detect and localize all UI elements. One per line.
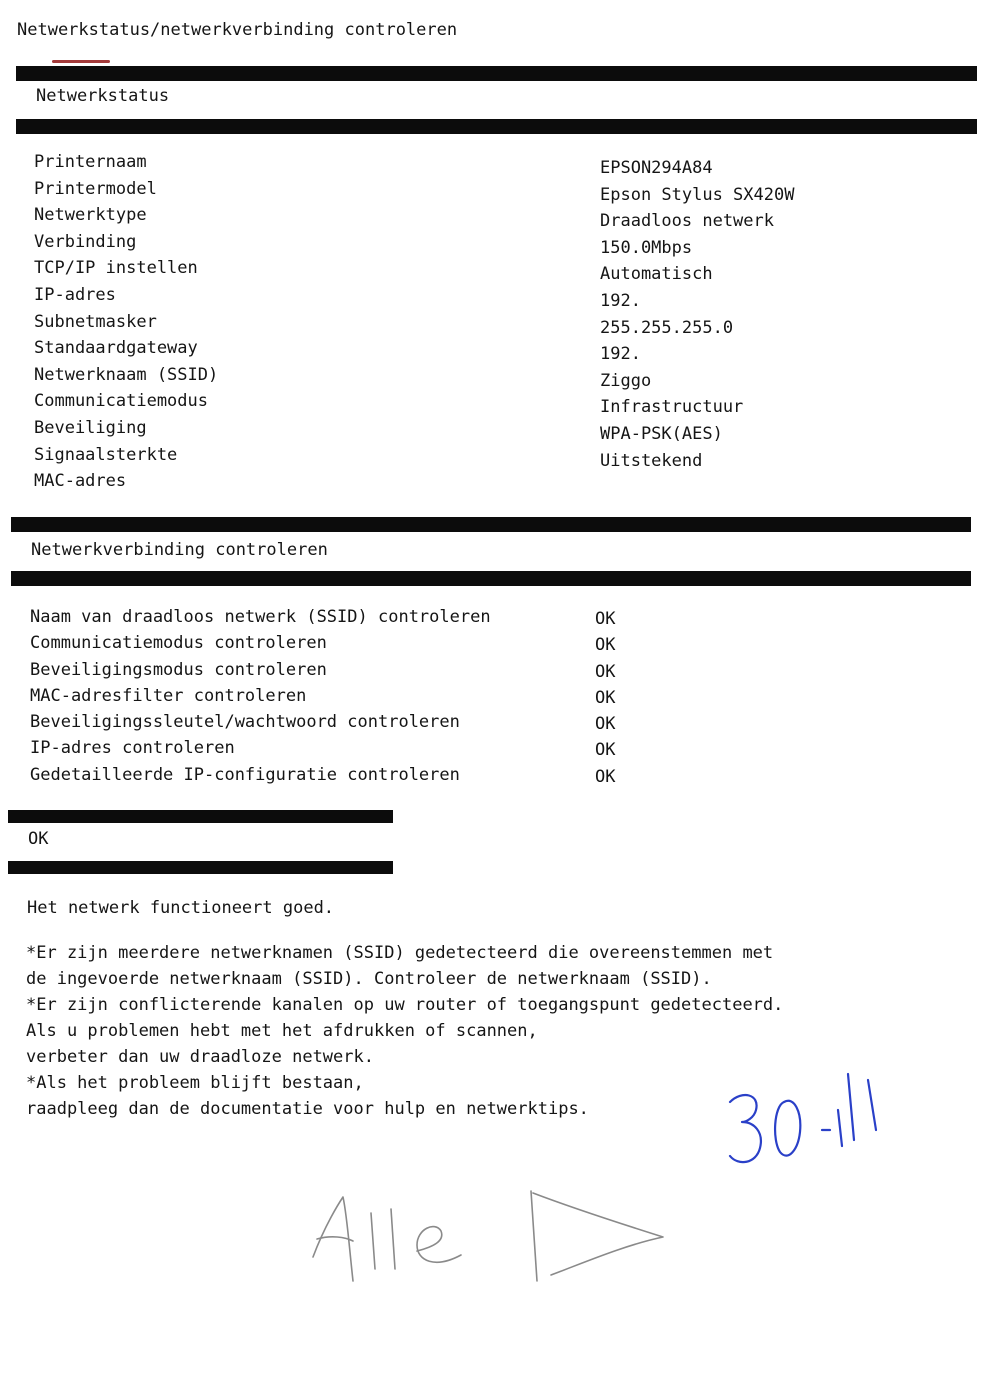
status-value: Infrastructuur: [600, 397, 744, 418]
status-label: Communicatiemodus: [34, 391, 208, 412]
check-result: OK: [595, 687, 616, 708]
status-value: EPSON294A84: [600, 158, 713, 178]
status-label: Signaalsterkte: [34, 444, 178, 465]
check-result: OK: [595, 714, 616, 735]
status-value: 192.: [600, 344, 641, 365]
status-label: Verbinding: [34, 231, 137, 252]
check-item-list: [30, 604, 491, 788]
check-item: Communicatiemodus controleren: [30, 633, 327, 654]
pencil-signature-strokes: [313, 1191, 663, 1281]
note-line: *Er zijn meerdere netwerknamen (SSID) gedetecteerd die overeenstemmen met: [26, 943, 774, 963]
check-item: Beveiligingsmodus controleren: [30, 659, 327, 680]
handwritten-date-strokes: [730, 1074, 876, 1162]
status-label: Netwerknaam (SSID): [34, 364, 219, 385]
status-value: 192.: [600, 290, 641, 311]
status-value: Ziggo: [600, 370, 652, 391]
handwritten-date: [720, 1060, 900, 1180]
result-heading: OK: [28, 829, 49, 849]
status-label: MAC-adres: [34, 471, 127, 492]
status-value-list: [600, 155, 794, 501]
red-mark: [52, 60, 110, 63]
section-bar: [16, 66, 977, 81]
check-item: Beveiligingssleutel/wachtwoord controleren: [30, 712, 460, 733]
status-label: Printermodel: [34, 178, 157, 199]
pencil-signature: [305, 1185, 675, 1295]
check-result-list: [595, 606, 615, 790]
status-value: Epson Stylus SX420W: [600, 184, 795, 205]
status-label: Netwerktype: [34, 205, 147, 226]
status-value: Automatisch: [600, 264, 713, 285]
check-result: OK: [595, 609, 616, 629]
page-title: Netwerkstatus/netwerkverbinding controleren: [17, 20, 458, 40]
status-label: Beveiliging: [34, 417, 147, 438]
note-line: de ingevoerde netwerknaam (SSID). Controleer de netwerknaam (SSID).: [26, 969, 712, 989]
status-heading: Netwerkstatus: [36, 86, 170, 106]
section-bar: [8, 861, 393, 874]
status-label: IP-adres: [34, 284, 116, 305]
note-line: Als u problemen hebt met het afdrukken of scannen,: [26, 1021, 538, 1041]
note-line: verbeter dan uw draadloze netwerk.: [26, 1047, 374, 1067]
status-value: 255.255.255.0: [600, 317, 734, 338]
status-value: Draadloos netwerk: [600, 211, 774, 232]
check-item: MAC-adresfilter controleren: [30, 685, 307, 706]
status-value: Uitstekend: [600, 450, 703, 471]
status-label-list: [34, 149, 218, 495]
status-value: WPA-PSK(AES): [600, 423, 723, 444]
section-bar: [16, 119, 977, 134]
check-item: IP-adres controleren: [30, 738, 235, 759]
status-label: Printernaam: [34, 152, 147, 172]
status-label: Subnetmasker: [34, 311, 157, 332]
note-line: *Er zijn conflicterende kanalen op uw router of toegangspunt gedetecteerd.: [26, 995, 784, 1015]
status-label: TCP/IP instellen: [34, 258, 198, 279]
section-bar: [8, 810, 393, 823]
section-bar: [11, 517, 971, 532]
summary-text: Het netwerk functioneert goed.: [27, 898, 335, 918]
check-item: Gedetailleerde IP-configuratie controleren: [30, 764, 460, 785]
status-value: [600, 474, 794, 501]
note-line: raadpleeg dan de documentatie voor hulp en netwerktips.: [26, 1099, 589, 1119]
status-value: 150.0Mbps: [600, 237, 693, 258]
check-result: OK: [595, 661, 616, 682]
check-heading: Netwerkverbinding controleren: [31, 540, 328, 560]
check-result: OK: [595, 766, 616, 787]
note-line: *Als het probleem blijft bestaan,: [26, 1073, 364, 1093]
check-result: OK: [595, 740, 616, 761]
status-label: Standaardgateway: [34, 338, 198, 359]
check-result: OK: [595, 635, 616, 656]
check-item: Naam van draadloos netwerk (SSID) controleren: [30, 607, 491, 627]
section-bar: [11, 571, 971, 586]
